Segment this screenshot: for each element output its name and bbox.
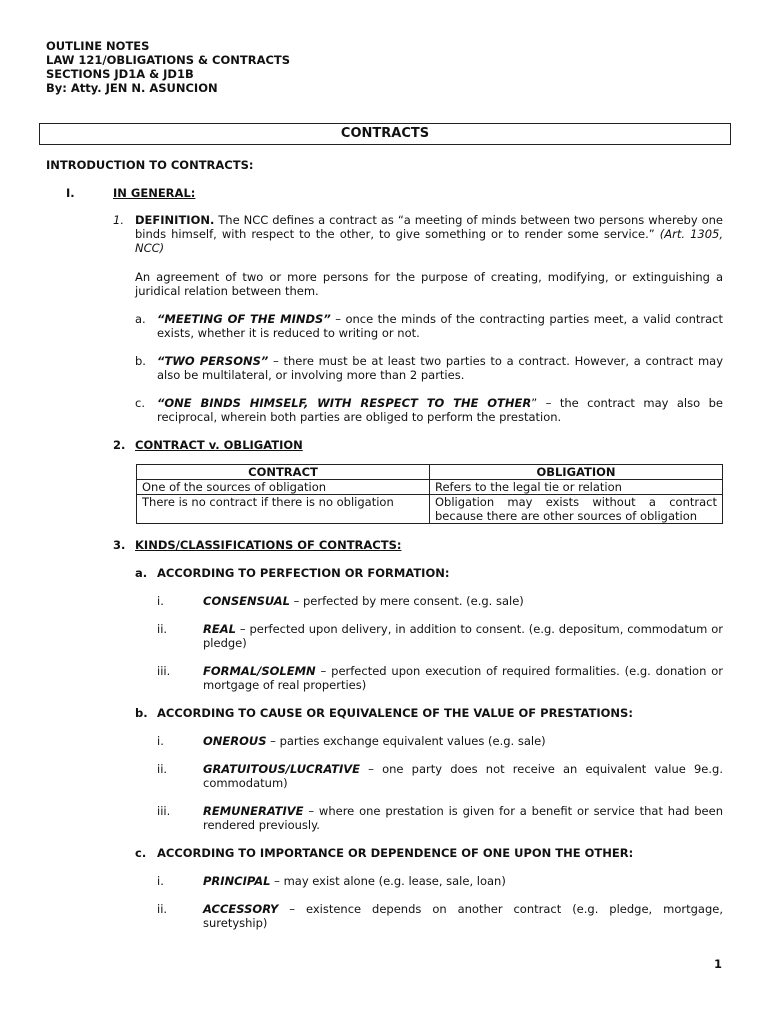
classification-text: – perfected upon execution of required formalities. (e.g. donation or mortgage of real properties) [203,664,723,692]
sub-item-letter: a. [135,312,146,326]
definition-paragraph [135,213,723,255]
classification-term: PRINCIPAL [203,874,271,888]
header-line: SECTIONS JD1A & JD1B [46,67,194,81]
page-number: 1 [713,957,722,971]
definition-text: The NCC defines a contract as “a meeting of minds between two persons whereby one binds himself, with respect to the other, to give something or to render some service.” [135,213,723,241]
group-heading: ACCORDING TO CAUSE OR EQUIVALENCE OF THE VALUE OF PRESTATIONS: [157,706,633,720]
group-heading: ACCORDING TO PERFECTION OR FORMATION: [157,566,450,580]
group-letter: a. [135,566,148,580]
roman-numeral: iii. [157,664,171,678]
classification-item [203,622,723,650]
header-line: LAW 121/OBLIGATIONS & CONTRACTS [46,53,291,67]
sub-item-text: ” – the contract may also be reciprocal, wherein both parties are obliged to perform the prestation. [157,396,723,424]
sub-item-text: – there must be at least two parties to a contract. However, a contract may also be multilateral, or involving more than 2 parties. [157,354,723,382]
classification-item [203,762,723,790]
classification-item [203,874,723,888]
table-row [137,495,723,524]
classification-item [203,804,723,832]
sub-item-meeting-of-minds [157,312,723,340]
group-letter: b. [135,706,148,720]
table-header-cell: OBLIGATION [430,465,723,480]
classification-text: – perfected by mere consent. (e.g. sale) [289,594,524,608]
classification-term: ACCESSORY [203,902,279,916]
sub-item-text: – once the minds of the contracting parties meet, a valid contract exists, whether it is reduced to writing or not. [157,312,723,340]
table-header-cell: CONTRACT [137,465,430,480]
table-cell: One of the sources of obligation [137,480,430,495]
roman-numeral: i. [157,874,164,888]
classification-text: – one party does not receive an equivalent value 9e.g. commodatum) [203,762,723,790]
section-number: I. [66,186,75,200]
roman-numeral: ii. [157,762,168,776]
classification-item [203,902,723,930]
roman-numeral: ii. [157,902,168,916]
classification-text: – where one prestation is given for a benefit or service that had been rendered previously. [203,804,723,832]
classification-text: – perfected upon delivery, in addition to consent. (e.g. depositum, commodatum or pledge) [203,622,723,650]
definition-label: DEFINITION. [135,213,215,227]
classification-text: – parties exchange equivalent values (e.g. sale) [266,734,546,748]
classification-term: GRATUITOUS/LUCRATIVE [203,762,361,776]
item-heading: CONTRACT v. OBLIGATION [135,438,303,452]
roman-numeral: i. [157,594,164,608]
agreement-paragraph: An agreement of two or more persons for the purpose of creating, modifying, or extinguishing a juridical relation between them. [135,270,723,298]
item-heading: KINDS/CLASSIFICATIONS OF CONTRACTS: [135,538,402,552]
sub-item-one-binds-himself [157,396,723,424]
table-cell: There is no contract if there is no obligation [137,495,430,524]
section-heading: IN GENERAL: [113,186,196,200]
roman-numeral: iii. [157,804,171,818]
classification-term: REAL [203,622,236,636]
group-letter: c. [135,846,147,860]
group-heading: ACCORDING TO IMPORTANCE OR DEPENDENCE OF ONE UPON THE OTHER: [157,846,634,860]
classification-item [203,664,723,692]
classification-term: FORMAL/SOLEMN [203,664,316,678]
definition-citation: (Art. 1305, NCC) [135,227,724,255]
sub-item-two-persons [157,354,723,382]
roman-numeral: i. [157,734,164,748]
item-number: 2. [113,438,126,452]
table-cell: Obligation may exists without a contract because there are other sources of obligation [430,495,723,524]
classification-term: ONEROUS [203,734,267,748]
intro-heading: INTRODUCTION TO CONTRACTS: [46,158,254,172]
sub-item-letter: c. [135,396,145,410]
classification-term: REMUNERATIVE [203,804,304,818]
roman-numeral: ii. [157,622,168,636]
contract-vs-obligation-table [136,464,723,524]
sub-item-term: “ONE BINDS HIMSELF, WITH RESPECT TO THE OTHER [157,396,532,410]
header-line: By: Atty. JEN N. ASUNCION [46,81,218,95]
header-line: OUTLINE NOTES [46,39,150,53]
classification-text: – may exist alone (e.g. lease, sale, loan) [270,874,506,888]
item-number: 1. [113,213,124,227]
classification-text: – existence depends on another contract (e.g. pledge, mortgage, suretyship) [203,902,723,930]
item-number: 3. [113,538,126,552]
document-header [46,39,290,95]
sub-item-term: “MEETING OF THE MINDS” [157,312,331,326]
table-row [137,480,723,495]
classification-item [203,734,723,748]
sub-item-term: “TWO PERSONS” [157,354,269,368]
table-cell: Refers to the legal tie or relation [430,480,723,495]
table-header-row [137,465,723,480]
section-title-box: CONTRACTS [39,123,731,145]
classification-item [203,594,723,608]
sub-item-letter: b. [135,354,146,368]
classification-term: CONSENSUAL [203,594,290,608]
